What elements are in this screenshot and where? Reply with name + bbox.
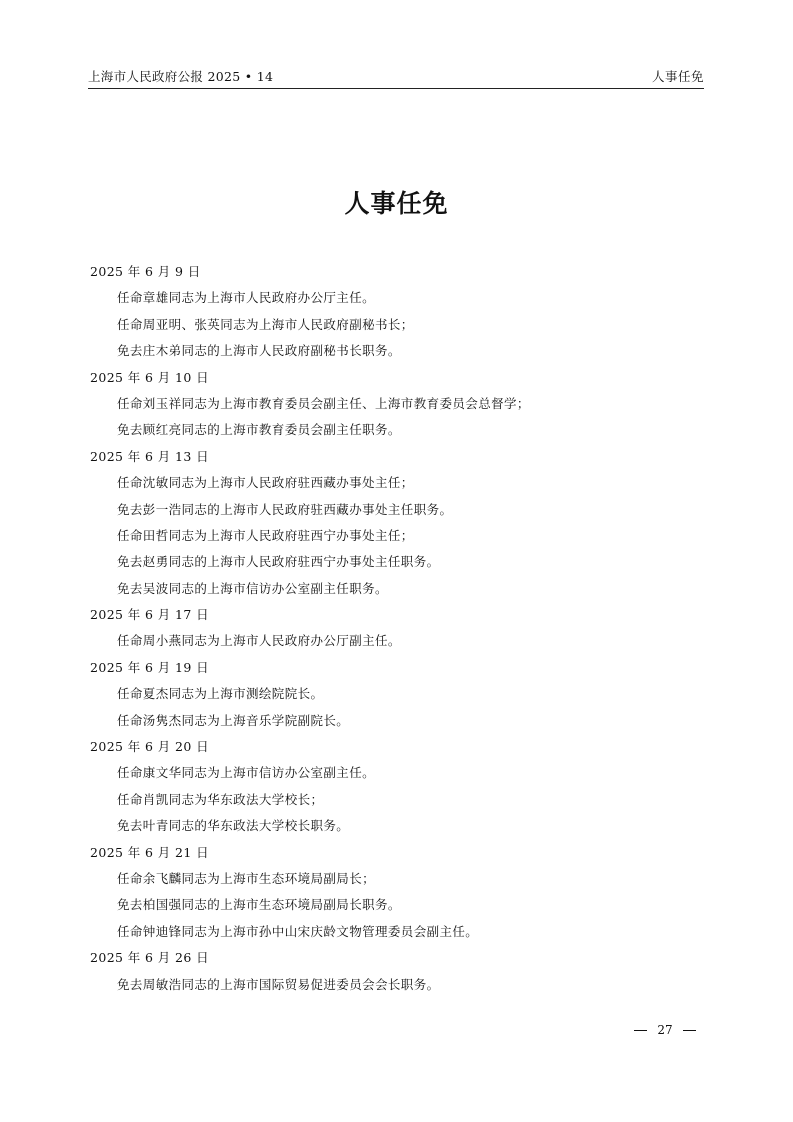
appointment-item: 任命周小燕同志为上海市人民政府办公厅副主任。 (117, 633, 401, 649)
appointment-item: 免去周敏浩同志的上海市国际贸易促进委员会会长职务。 (117, 976, 440, 992)
entry-date: 2025 年 6 月 9 日 (90, 264, 201, 279)
appointment-item: 任命周亚明、张英同志为上海市人民政府副秘书长； (117, 316, 414, 332)
appointment-item: 免去赵勇同志的上海市人民政府驻西宁办事处主任职务。 (117, 554, 440, 570)
appointment-item: 任命章雄同志为上海市人民政府办公厅主任。 (117, 290, 376, 306)
appointment-item: 任命田哲同志为上海市人民政府驻西宁办事处主任； (117, 527, 414, 543)
appointment-item: 任命康文华同志为上海市信访办公室副主任。 (117, 765, 376, 781)
section-title: 人事任免 (651, 69, 704, 84)
appointment-item: 任命肖凯同志为华东政法大学校长； (117, 791, 324, 807)
appointment-item: 任命余飞麟同志为上海市生态环境局副局长； (117, 870, 376, 886)
appointment-item: 任命沈敏同志为上海市人民政府驻西藏办事处主任； (117, 475, 414, 491)
appointment-item: 免去顾红亮同志的上海市教育委员会副主任职务。 (117, 422, 401, 438)
entry-date: 2025 年 6 月 20 日 (90, 739, 210, 755)
entry-date: 2025 年 6 月 10 日 (90, 369, 210, 385)
appointment-item: 免去庄木弟同志的上海市人民政府副秘书长职务。 (117, 343, 401, 359)
appointment-list (90, 259, 704, 998)
entry-date: 2025 年 6 月 17 日 (90, 607, 210, 623)
appointment-item: 任命钟迪锋同志为上海市孙中山宋庆龄文物管理委员会副主任。 (117, 923, 479, 939)
footer-dash-right (683, 1030, 696, 1031)
appointment-item: 免去叶青同志的华东政法大学校长职务。 (117, 818, 350, 834)
appointment-item: 任命刘玉祥同志为上海市教育委员会副主任、上海市教育委员会总督学； (117, 395, 530, 411)
appointment-item: 免去柏国强同志的上海市生态环境局副局长职务。 (117, 897, 401, 913)
appointment-item: 任命夏杰同志为上海市测绘院院长。 (117, 686, 324, 702)
entry-date: 2025 年 6 月 13 日 (90, 448, 210, 464)
page-footer (632, 1020, 698, 1040)
page-number: 27 (657, 1023, 673, 1037)
entry-date: 2025 年 6 月 19 日 (90, 659, 210, 675)
running-header (88, 66, 704, 89)
publication-title: 上海市人民政府公报 2025 • 14 (88, 69, 274, 84)
appointment-item: 免去吴波同志的上海市信访办公室副主任职务。 (117, 580, 388, 596)
appointment-item: 免去彭一浩同志的上海市人民政府驻西藏办事处主任职务。 (117, 501, 453, 517)
entry-date: 2025 年 6 月 21 日 (90, 844, 210, 860)
page-title: 人事任免 (344, 189, 449, 218)
entry-date: 2025 年 6 月 26 日 (90, 950, 210, 966)
appointment-item: 任命汤隽杰同志为上海音乐学院副院长。 (117, 712, 350, 728)
